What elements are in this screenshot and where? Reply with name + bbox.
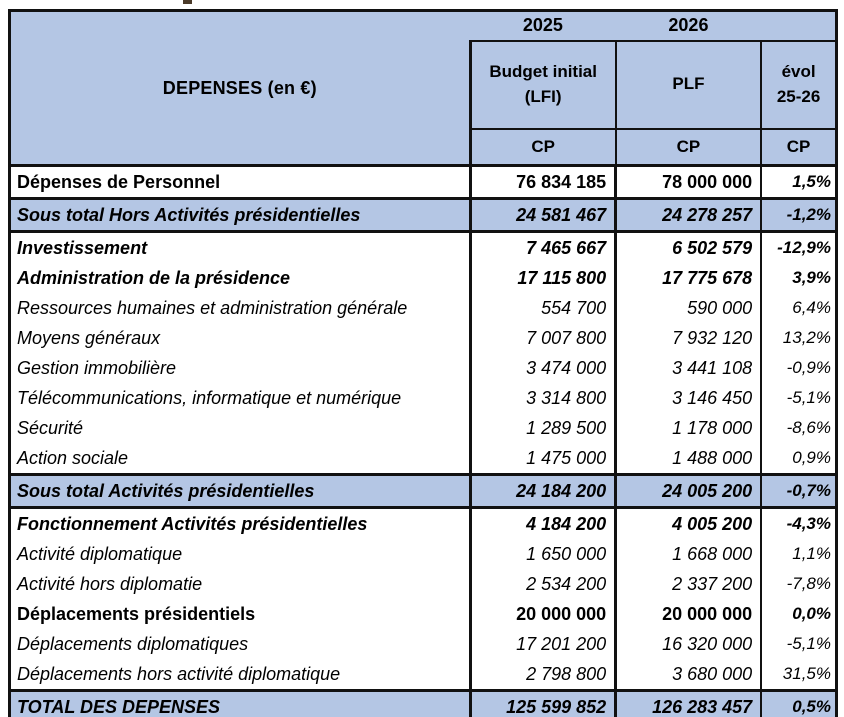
row-label-cell: Télécommunications, informatique et numérique	[10, 383, 471, 413]
value-2026-cell: 1 488 000	[616, 443, 762, 475]
value-2025-cell: 3 474 000	[470, 353, 616, 383]
value-2025-cell: 125 599 852	[470, 691, 616, 717]
row-label-cell: Déplacements présidentiels	[10, 599, 471, 629]
value-2025-cell: 7 465 667	[470, 232, 616, 264]
value-2025-cell: 2 798 800	[470, 659, 616, 691]
value-2025-cell: 1 650 000	[470, 539, 616, 569]
value-2025-cell: 20 000 000	[470, 599, 616, 629]
cp-header-2025: CP	[470, 129, 616, 166]
value-2026-cell: 78 000 000	[616, 166, 762, 199]
value-2026-cell: 1 668 000	[616, 539, 762, 569]
table-row	[10, 659, 837, 691]
table-row	[10, 323, 837, 353]
row-label-cell: Fonctionnement Activités présidentielles	[10, 508, 471, 540]
value-2026-cell: 20 000 000	[616, 599, 762, 629]
row-label-cell: Sous total Activités présidentielles	[10, 475, 471, 508]
evolution-cell: -1,2%	[761, 199, 836, 232]
value-2025-cell: 17 201 200	[470, 629, 616, 659]
value-2025-cell: 4 184 200	[470, 508, 616, 540]
year-row	[10, 11, 837, 41]
evolution-cell: 3,9%	[761, 263, 836, 293]
evolution-cell: 13,2%	[761, 323, 836, 353]
table-row	[10, 599, 837, 629]
table-row	[10, 293, 837, 323]
evolution-cell: 0,0%	[761, 599, 836, 629]
budget-initial-line2: (LFI)	[524, 86, 562, 106]
table-row	[10, 475, 837, 508]
row-label-cell: Déplacements hors activité diplomatique	[10, 659, 471, 691]
evolution-cell: 1,1%	[761, 539, 836, 569]
row-label-cell: Sous total Hors Activités présidentielles	[10, 199, 471, 232]
table-row	[10, 443, 837, 475]
value-2026-cell: 3 680 000	[616, 659, 762, 691]
evol-line2: 25-26	[776, 86, 821, 106]
table-row	[10, 353, 837, 383]
value-2025-cell: 554 700	[470, 293, 616, 323]
value-2025-cell: 24 184 200	[470, 475, 616, 508]
value-2026-cell: 24 005 200	[616, 475, 762, 508]
value-2026-cell: 3 146 450	[616, 383, 762, 413]
row-label-cell: Administration de la présidence	[10, 263, 471, 293]
value-2025-cell: 17 115 800	[470, 263, 616, 293]
evolution-cell: -5,1%	[761, 629, 836, 659]
row-label-cell: Gestion immobilière	[10, 353, 471, 383]
table-row	[10, 569, 837, 599]
value-2026-cell: 6 502 579	[616, 232, 762, 264]
evolution-cell: 0,5%	[761, 691, 836, 717]
evolution-cell: -8,6%	[761, 413, 836, 443]
table-row	[10, 629, 837, 659]
cropped-text-artifact	[183, 0, 192, 4]
depenses-column-header: DEPENSES (en €)	[10, 11, 471, 166]
row-label-cell: Ressources humaines et administration générale	[10, 293, 471, 323]
table-row	[10, 539, 837, 569]
year-2025-header: 2025	[470, 11, 616, 41]
evolution-cell: -12,9%	[761, 232, 836, 264]
table-row	[10, 232, 837, 264]
row-label-cell: Déplacements diplomatiques	[10, 629, 471, 659]
value-2026-cell: 3 441 108	[616, 353, 762, 383]
value-2025-cell: 1 289 500	[470, 413, 616, 443]
plf-header: PLF	[616, 41, 762, 129]
value-2025-cell: 24 581 467	[470, 199, 616, 232]
evol-line1: évol	[781, 61, 816, 81]
row-label-cell: Investissement	[10, 232, 471, 264]
table-row	[10, 199, 837, 232]
table-row	[10, 413, 837, 443]
row-label-cell: TOTAL DES DEPENSES	[10, 691, 471, 717]
budget-initial-line1: Budget initial	[489, 61, 597, 81]
table-row	[10, 383, 837, 413]
evolution-cell: -5,1%	[761, 383, 836, 413]
evol-header	[761, 41, 836, 129]
value-2026-cell: 16 320 000	[616, 629, 762, 659]
value-2026-cell: 1 178 000	[616, 413, 762, 443]
row-label-cell: Dépenses de Personnel	[10, 166, 471, 199]
evolution-cell: -0,9%	[761, 353, 836, 383]
value-2025-cell: 1 475 000	[470, 443, 616, 475]
table-body	[10, 166, 837, 717]
year-empty-cell	[761, 11, 836, 41]
value-2025-cell: 7 007 800	[470, 323, 616, 353]
value-2025-cell: 76 834 185	[470, 166, 616, 199]
evolution-cell: 31,5%	[761, 659, 836, 691]
table-row	[10, 691, 837, 717]
evolution-cell: -0,7%	[761, 475, 836, 508]
row-label-cell: Activité diplomatique	[10, 539, 471, 569]
evolution-cell: 0,9%	[761, 443, 836, 475]
table-row	[10, 263, 837, 293]
row-label-cell: Activité hors diplomatie	[10, 569, 471, 599]
value-2026-cell: 17 775 678	[616, 263, 762, 293]
value-2026-cell: 2 337 200	[616, 569, 762, 599]
cp-header-plf: CP	[616, 129, 762, 166]
value-2026-cell: 4 005 200	[616, 508, 762, 540]
cp-header-evol: CP	[761, 129, 836, 166]
evolution-cell: 6,4%	[761, 293, 836, 323]
value-2026-cell: 590 000	[616, 293, 762, 323]
value-2026-cell: 7 932 120	[616, 323, 762, 353]
budget-table	[8, 9, 838, 717]
evolution-cell: -4,3%	[761, 508, 836, 540]
value-2026-cell: 126 283 457	[616, 691, 762, 717]
year-2026-header: 2026	[616, 11, 762, 41]
value-2025-cell: 2 534 200	[470, 569, 616, 599]
row-label-cell: Sécurité	[10, 413, 471, 443]
value-2025-cell: 3 314 800	[470, 383, 616, 413]
table-row	[10, 508, 837, 540]
value-2026-cell: 24 278 257	[616, 199, 762, 232]
row-label-cell: Action sociale	[10, 443, 471, 475]
evolution-cell: 1,5%	[761, 166, 836, 199]
evolution-cell: -7,8%	[761, 569, 836, 599]
row-label-cell: Moyens généraux	[10, 323, 471, 353]
table-header	[10, 11, 837, 166]
budget-initial-header	[470, 41, 616, 129]
table-row	[10, 166, 837, 199]
